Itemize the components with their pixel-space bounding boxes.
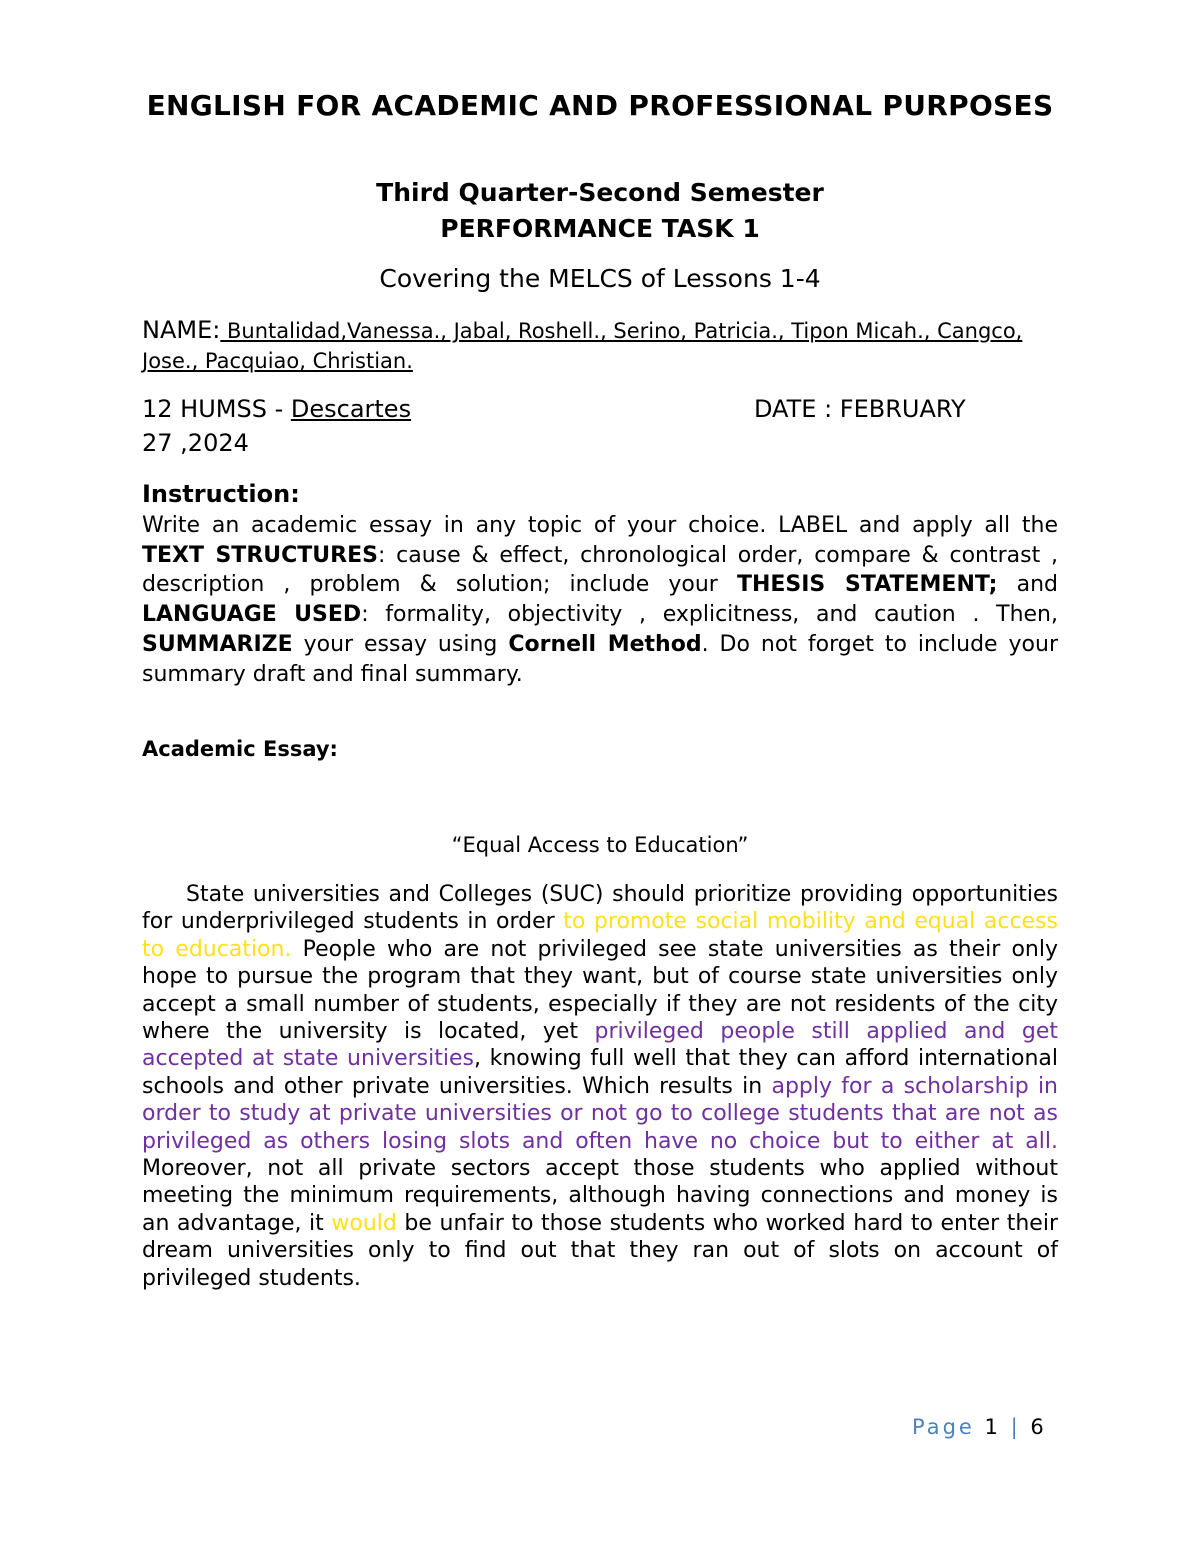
instruction-heading: Instruction: [142, 480, 300, 508]
instruction-segment: . Do not forget to include your summary draft and final summary. [142, 631, 1059, 687]
thesis-highlight: to promote social mobility and equal access to education. [142, 909, 1058, 962]
quarter-heading: Third Quarter-Second Semester [376, 178, 824, 207]
instruction-segment: : formality, objectivity , explicitness, and caution . Then, [361, 602, 1058, 628]
date-label: DATE : FEBRUARY [754, 395, 966, 423]
essay-paragraph [142, 881, 1058, 1292]
essay-title: “Equal Access to Education” [451, 833, 749, 857]
student-names: Buntalidad,Vanessa., Jabal, Roshell., Serino, Patricia., Tipon Micah., Cangco, Jose., Pacquiao, Christian. [142, 319, 1023, 373]
instruction-bold: LANGUAGE USED [142, 602, 362, 628]
instruction-text [142, 511, 1058, 689]
instruction-segment: your essay using [292, 631, 509, 657]
instruction-bold: THESIS STATEMENT; [736, 572, 998, 598]
current-page-number: 1 [984, 1415, 1001, 1439]
essay-text: be unfair to those students who worked hard to enter their dream universities only to find out that they ran out of slots on account of privileged students. [142, 1210, 1058, 1291]
structure-highlight: apply for a scholarship in order to study at private universities or not go to college students that are not as privileged as others losing slots and often have no choice but to either at all. [142, 1073, 1058, 1154]
instruction-bold: TEXT STRUCTURES [142, 542, 378, 568]
essay-text: , knowing full well that they can afford international schools and other private universities. Which results in [142, 1046, 1058, 1099]
essay-text: State universities and Colleges (SUC) should prioritize providing opportunities for underprivileged students in order [142, 882, 1058, 935]
instruction-segment: and [997, 572, 1058, 598]
essay-text: Moreover, not all private sectors accept those students who applied without meeting the minimum requirements, although having connections and money is an advantage, it [142, 1156, 1058, 1236]
essay-heading: Academic Essay: [142, 737, 338, 761]
language-highlight: would [331, 1210, 397, 1236]
essay-text: People who are not privileged see state universities as their only hope to pursue the program that they want, but of course state universities only accept a small number of students, especially if they are not residents of the city where the university is located, yet [142, 936, 1059, 1045]
name-block [142, 315, 1072, 376]
page-word: Page [912, 1415, 985, 1439]
document-title: ENGLISH FOR ACADEMIC AND PROFESSIONAL PURPOSES [146, 89, 1054, 122]
instruction-bold: SUMMARIZE [142, 631, 293, 657]
instruction-bold: Cornell Method [508, 631, 702, 657]
section-name: Descartes [290, 395, 412, 423]
structure-highlight: privileged people still applied and get accepted at state universities [142, 1019, 1058, 1072]
name-label: NAME: [142, 316, 221, 344]
total-pages: 6 [1030, 1415, 1047, 1439]
page-footer [912, 1413, 1047, 1441]
instruction-segment: : cause & effect, chronological order, compare & contrast , description , problem & solution; include your [142, 542, 1058, 598]
date-continuation: 27 ,2024 [142, 429, 249, 457]
task-heading: PERFORMANCE TASK 1 [440, 214, 760, 243]
grade-strand: 12 HUMSS - [142, 395, 291, 423]
page-separator: | [1000, 1415, 1031, 1439]
covering-line: Covering the MELCS of Lessons 1-4 [379, 264, 821, 293]
instruction-segment: Write an academic essay in any topic of your choice. LABEL and apply all the [142, 513, 1058, 538]
